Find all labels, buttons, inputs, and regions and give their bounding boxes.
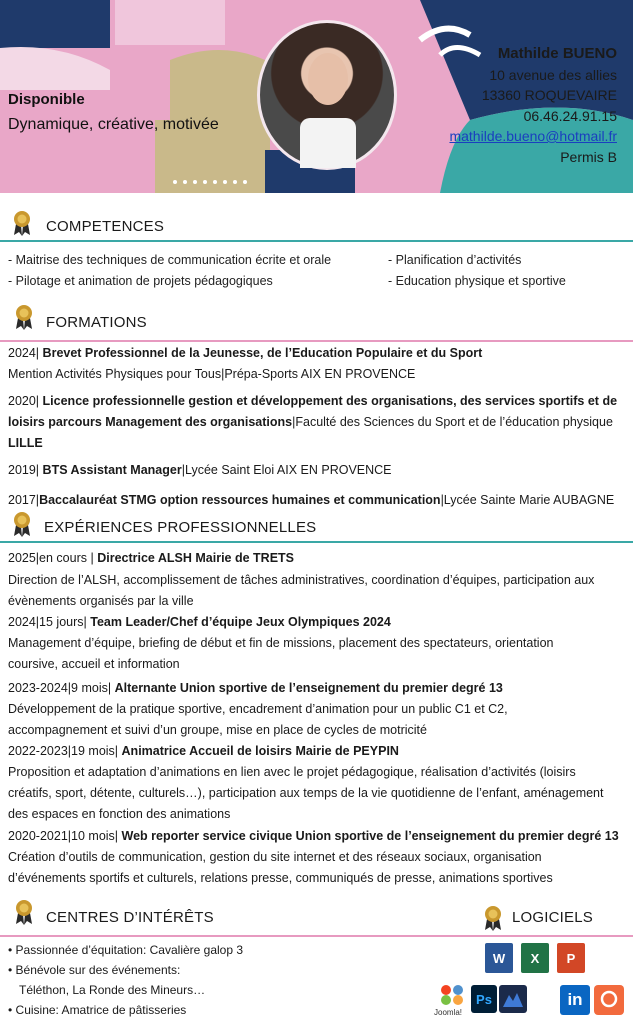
tagline: Dynamique, créative, motivée bbox=[8, 116, 219, 133]
powerpoint-icon: P bbox=[557, 943, 585, 973]
premiere-icon bbox=[499, 985, 527, 1013]
competence-item: - Pilotage et animation de projets pédagogiques bbox=[8, 274, 273, 288]
medal-icon bbox=[12, 511, 32, 537]
profile-photo bbox=[257, 20, 397, 170]
experiences-section-header bbox=[0, 511, 633, 543]
excel-icon: X bbox=[521, 943, 549, 973]
competence-item: - Maitrise des techniques de communication écrite et orale bbox=[8, 253, 332, 267]
joomla-label: Joomla! bbox=[434, 1008, 463, 1017]
interets-section-header bbox=[0, 903, 633, 937]
availability-label: Disponible bbox=[8, 91, 85, 108]
experiences-title: EXPÉRIENCES PROFESSIONNELLES bbox=[44, 519, 317, 536]
interet-item: • Cuisine: Amatrice de pâtisseries bbox=[8, 1003, 187, 1017]
interet-item: • Bénévole sur des événements: bbox=[8, 963, 181, 977]
competences-section-header bbox=[0, 210, 633, 242]
contact-block bbox=[449, 44, 617, 167]
medal-icon bbox=[14, 899, 34, 925]
medal-icon bbox=[483, 905, 503, 931]
photoshop-icon: Ps bbox=[471, 985, 497, 1013]
experience-item: 2020-2021|10 mois| Web reporter service civique Union sportive de l’enseignement du premier degré 13 Création d’outils de communication, gestion du site internet et des réseaux sociaux, organisation d’événements sportifs et culturels, relations presse, communiqués de presse, animations sportives bbox=[8, 829, 619, 885]
experience-item: 2025|en cours | Directrice ALSH Mairie de TRETS Direction de l’ALSH, accomplissement de tâches administratives, coordination d’équipes, participation aux évènements organisés par la ville bbox=[8, 551, 595, 608]
header-banner bbox=[0, 0, 633, 193]
medal-icon bbox=[12, 210, 32, 236]
formations-title: FORMATIONS bbox=[46, 314, 147, 331]
driving-license: Permis B bbox=[560, 148, 617, 165]
phone-number: 06.46.24.91.15 bbox=[523, 107, 617, 124]
address-line1: 10 avenue des allies bbox=[489, 66, 617, 83]
competences-title: COMPETENCES bbox=[46, 218, 165, 235]
formations-section-header bbox=[0, 310, 633, 342]
competence-item: - Education physique et sportive bbox=[388, 274, 566, 288]
formation-item: 2020| Licence professionnelle gestion et développement des organisations, des services sportifs et de loisirs parcours Management des organisations|Faculté des Sciences du Sport et de l’éducation physique LILLE bbox=[8, 394, 618, 450]
candidate-name: Mathilde BUENO bbox=[497, 45, 617, 62]
word-icon: W bbox=[485, 943, 513, 973]
competences-right-list bbox=[388, 250, 566, 292]
experience-item: 2023-2024|9 mois| Alternante Union sportive de l’enseignement du premier degré 13 Développement de la pratique sportive, encadrement d’animation pour un public C1 et C2, accompagnement et suivi d’un groupe, mise en place de cycles de motricité bbox=[8, 681, 508, 737]
competence-item: - Planification d’activités bbox=[388, 253, 522, 267]
experience-item: 2024|15 jours| Team Leader/Chef d’équipe Jeux Olympiques 2024 Management d’équipe, briefing de début et fin de missions, placement des spectateurs, orientation coursive, accueil et information bbox=[8, 615, 554, 671]
logiciels-title: LOGICIELS bbox=[512, 909, 593, 926]
formation-item: 2024| Brevet Professionnel de la Jeunesse, de l’Education Populaire et du Sport Mention Activités Physiques pour Tous|Prépa-Sports AIX EN PROVENCE bbox=[8, 346, 483, 381]
canva-icon bbox=[594, 985, 624, 1015]
address-line2: 13360 ROQUEVAIRE bbox=[481, 87, 617, 103]
experience-item: 2022-2023|19 mois| Animatrice Accueil de loisirs Mairie de PEYPIN Proposition et adaptation d’animations en lien avec le projet pédagogique, réalisation d’activités (loisirs créatifs, sport, détente, culturels…), participation aux temps de la vie quotidienne de l’enfant, aménagement des espaces en fonction des animations bbox=[8, 744, 604, 821]
formation-item: 2017|Baccalauréat STMG option ressources humaines et communication|Lycée Sainte Marie AUBAGNE bbox=[8, 493, 615, 507]
competences-left-list bbox=[8, 250, 331, 292]
joomla-icon bbox=[438, 983, 466, 1007]
formation-item: 2019| BTS Assistant Manager|Lycée Saint Eloi AIX EN PROVENCE bbox=[8, 463, 392, 477]
email-link[interactable]: mathilde.bueno@hotmail.fr bbox=[449, 128, 617, 144]
interet-item: • Passionnée d’équitation: Cavalière galop 3 bbox=[8, 943, 244, 957]
interets-list bbox=[8, 940, 243, 1020]
medal-icon bbox=[14, 304, 34, 330]
linkedin-icon[interactable]: in bbox=[560, 985, 590, 1015]
interet-item: Téléthon, La Ronde des Mineurs… bbox=[19, 983, 206, 997]
interets-title: CENTRES D’INTÉRÊTS bbox=[46, 909, 214, 926]
